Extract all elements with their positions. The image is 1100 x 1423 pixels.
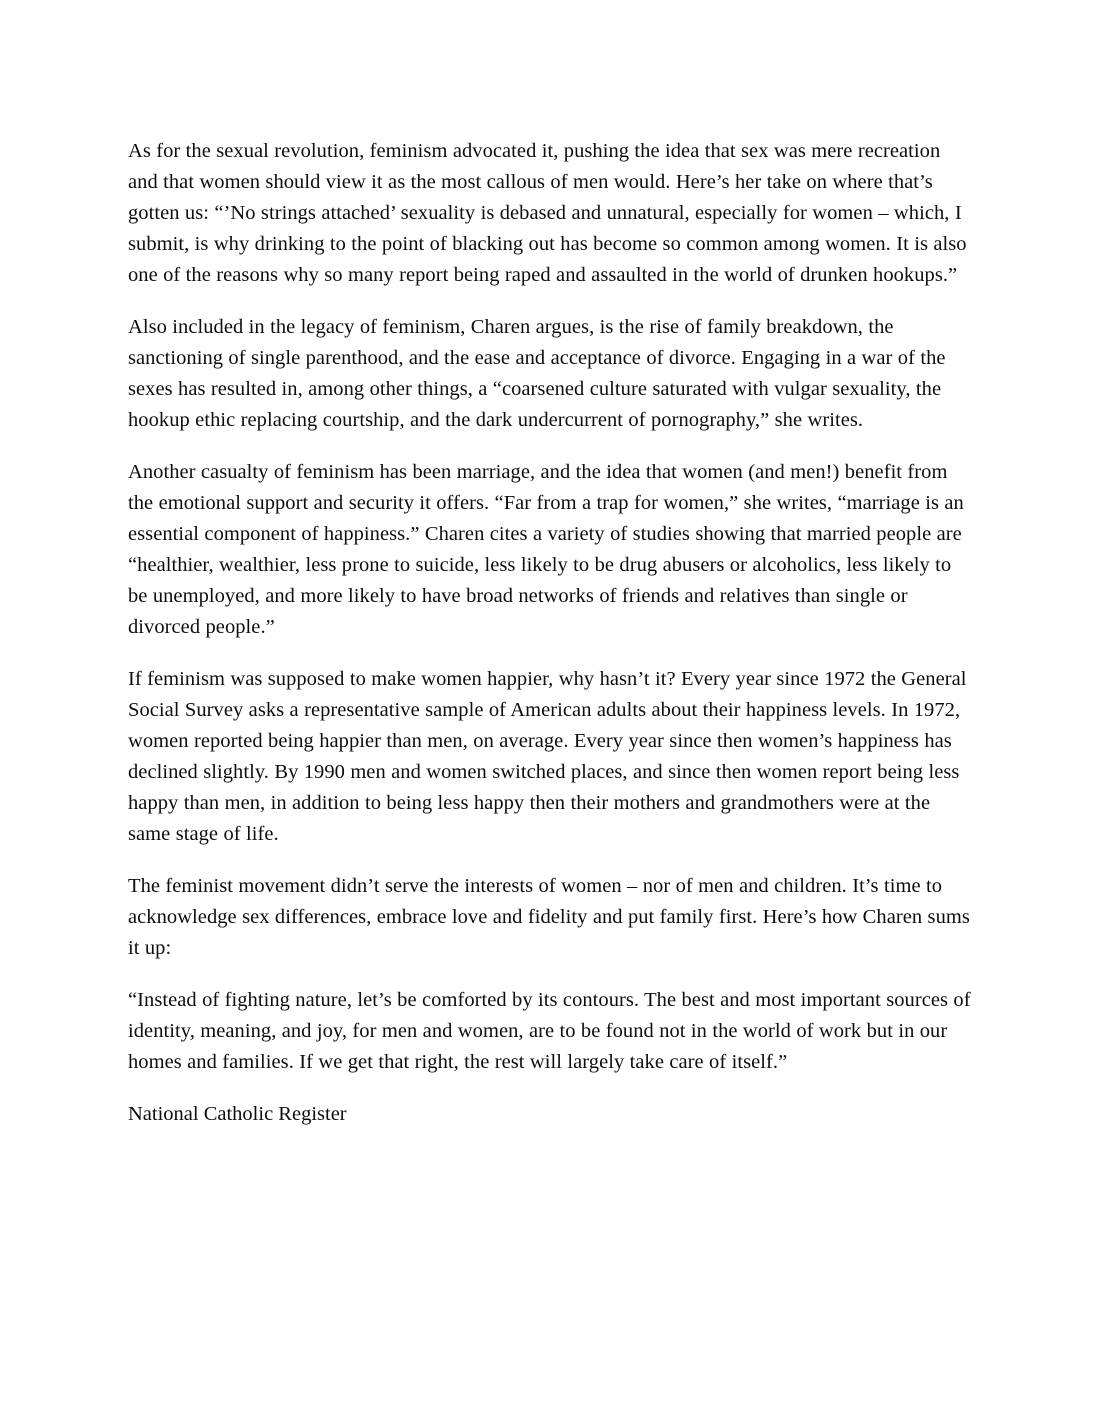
paragraph-family-breakdown: Also included in the legacy of feminism, Charen argues, is the rise of family breakdown, the sanctioning of single parenthood, and the ease and acceptance of divorce. Engaging in a war of the sexes has resulted in, among other things, a “coarsened culture saturated with vulgar sexuality, the hookup ethic replacing courtship, and the dark undercurrent of pornography,” she writes. (128, 316, 946, 431)
paragraph-feminist-movement: The feminist movement didn’t serve the interests of women – nor of men and children. It’s time to acknowledge sex differences, embrace love and fidelity and put family first. Here’s how Charen sums it up: (128, 875, 970, 959)
paragraph-sexual-revolution: As for the sexual revolution, feminism advocated it, pushing the idea that sex was mere recreation and that women should view it as the most callous of men would. Here’s her take on where that’s gotten us: “’No strings attached’ sexuality is debased and unnatural, especially for women – which, I submit, is why drinking to the point of blacking out has become so common among women. It is also one of the reasons why so many report being raped and assaulted in the world of drunken hookups.” (128, 140, 967, 286)
document-text-column (128, 136, 973, 1130)
paragraph-marriage: Another casualty of feminism has been marriage, and the idea that women (and men!) benefit from the emotional support and security it offers. “Far from a trap for women,” she writes, “marriage is an essential component of happiness.” Charen cites a variety of studies showing that married people are “healthier, wealthier, less prone to suicide, less likely to be drug abusers or alcoholics, less likely to be unemployed, and more likely to have broad networks of friends and relatives than single or divorced people.” (128, 461, 964, 638)
source-attribution: National Catholic Register (128, 1103, 347, 1125)
paragraph-happiness-survey: If feminism was supposed to make women happier, why hasn’t it? Every year since 1972 the General Social Survey asks a representative sample of American adults about their happiness levels. In 1972, women reported being happier than men, on average. Every year since then women’s happiness has declined slightly. By 1990 men and women switched places, and since then women report being less happy than men, in addition to being less happy then their mothers and grandmothers were at the same stage of life. (128, 668, 967, 845)
paragraph-charen-quote: “Instead of fighting nature, let’s be comforted by its contours. The best and most important sources of identity, meaning, and joy, for men and women, are to be found not in the world of work but in our homes and families. If we get that right, the rest will largely take care of itself.” (128, 989, 971, 1073)
